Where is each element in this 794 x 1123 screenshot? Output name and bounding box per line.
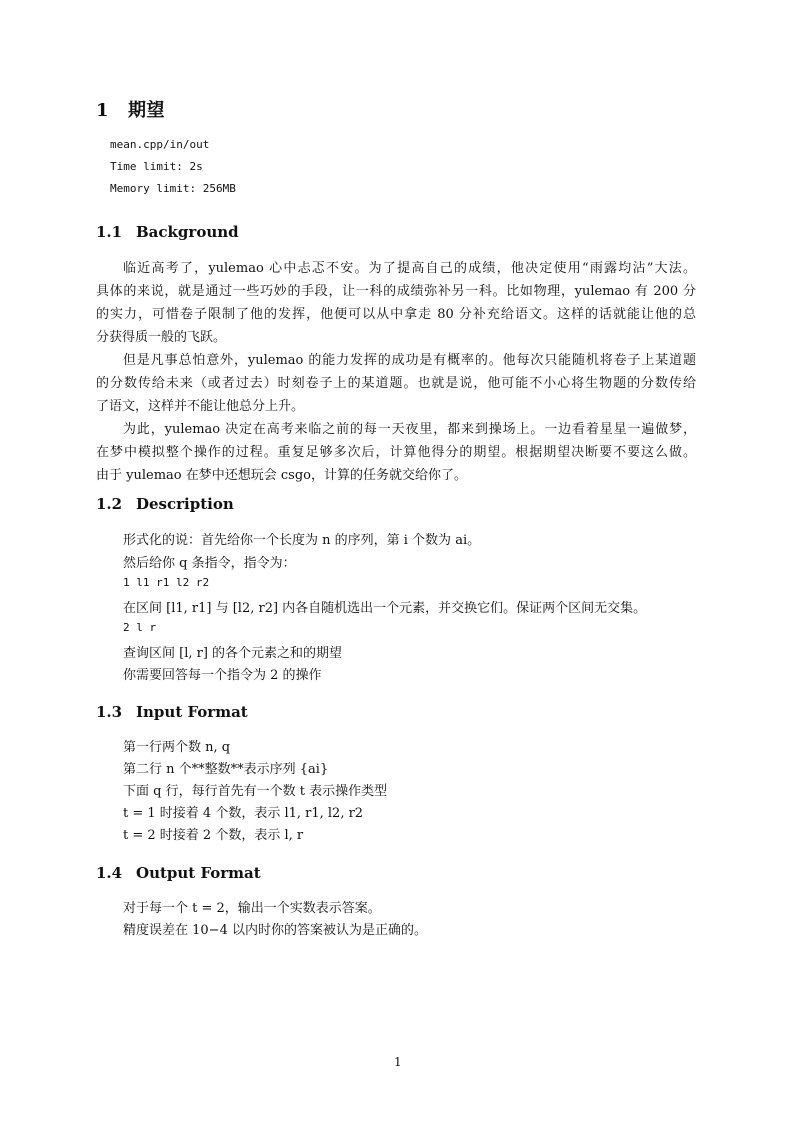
paragraph-line: 但是凡事总怕意外，yulemao 的能力发挥的成功是有概率的。他每次只能随机将卷子上某道题	[123, 353, 696, 368]
subsection-heading-background	[96, 223, 239, 241]
subsection-title: Input Format	[136, 703, 248, 721]
paragraph-line: 临近高考了，yulemao 心中忐忑不安。为了提高自己的成绩，他决定使用“雨露均沾”大法。	[123, 261, 696, 276]
description-line: 你需要回答每一个指令为 2 的操作	[123, 668, 322, 683]
subsection-number: 1.4	[96, 864, 123, 882]
file-names: mean.cpp/in/out	[110, 138, 210, 151]
command-syntax: 1 l1 r1 l2 r2	[123, 576, 210, 589]
subsection-number: 1.3	[96, 703, 123, 721]
description-line: 然后给你 q 条指令，指令为：	[123, 556, 296, 571]
input-line: t = 2 时接着 2 个数，表示 l, r	[123, 828, 304, 843]
subsection-title: Description	[136, 495, 234, 513]
paragraph-line: 具体的来说，就是通过一些巧妙的手段，让一科的成绩弥补另一科。比如物理，yulemao 有 200 分	[96, 284, 696, 299]
input-line: 第二行 n 个**整数**表示序列 {ai}	[123, 762, 329, 777]
input-line: 下面 q 行，每行首先有一个数 t 表示操作类型	[123, 784, 388, 799]
page-number: 1	[394, 1055, 402, 1069]
paragraph-line: 了语文，这样并不能让他总分上升。	[96, 399, 305, 414]
paragraph-line: 分获得质一般的飞跃。	[96, 330, 227, 345]
paragraph-line: 的实力，可惜卷子限制了他的发挥，他便可以从中拿走 80 分补充给语文。这样的话就能让他的总	[96, 307, 696, 322]
section-heading	[96, 96, 165, 122]
paragraph-line: 由于 yulemao 在梦中还想玩会 csgo，计算的任务就交给你了。	[96, 468, 467, 483]
memory-limit: Memory limit: 256MB	[110, 182, 236, 195]
paragraph-line: 为此，yulemao 决定在高考来临之前的每一天夜里，都来到操场上。一边看着星星一遍做梦，	[123, 422, 696, 437]
subsection-number: 1.2	[96, 495, 123, 513]
subsection-heading-input	[96, 703, 248, 721]
description-line: 形式化的说：首先给你一个长度为 n 的序列，第 i 个数为 ai。	[123, 533, 481, 548]
output-line: 对于每一个 t = 2，输出一个实数表示答案。	[123, 901, 381, 916]
description-line: 查询区间 [l, r] 的各个元素之和的期望	[123, 646, 343, 661]
output-line: 精度误差在 10−4 以内时你的答案被认为是正确的。	[123, 923, 427, 938]
time-limit: Time limit: 2s	[110, 160, 203, 173]
input-line: 第一行两个数 n, q	[123, 740, 231, 755]
input-line: t = 1 时接着 4 个数，表示 l1, r1, l2, r2	[123, 806, 364, 821]
section-title: 期望	[128, 100, 165, 121]
subsection-number: 1.1	[96, 223, 123, 241]
subsection-title: Output Format	[136, 864, 261, 882]
subsection-title: Background	[136, 223, 239, 241]
paragraph-line: 的分数传给未来（或者过去）时刻卷子上的某道题。也就是说，他可能不小心将生物题的分数传给	[96, 376, 696, 391]
subsection-heading-output	[96, 864, 261, 882]
command-syntax: 2 l r	[123, 621, 157, 634]
description-line: 在区间 [l1, r1] 与 [l2, r2] 内各自随机选出一个元素，并交换它们。保证两个区间无交集。	[123, 601, 647, 616]
section-number: 1	[96, 100, 110, 121]
subsection-heading-description	[96, 495, 234, 513]
paragraph-line: 在梦中模拟整个操作的过程。重复足够多次后，计算他得分的期望。根据期望决断要不要这么做。	[96, 445, 696, 460]
